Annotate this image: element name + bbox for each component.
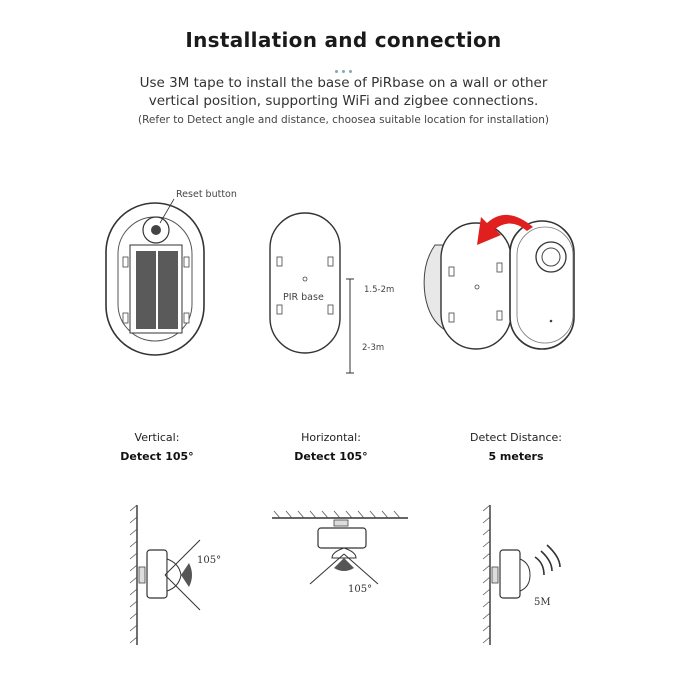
vertical-angle-label: 105° bbox=[197, 555, 222, 566]
distance-value-label: 5M bbox=[534, 597, 551, 608]
horizontal-mode-value: Detect 105° bbox=[294, 450, 368, 463]
vertical-mode-value: Detect 105° bbox=[120, 450, 194, 463]
horizontal-angle-label: 105° bbox=[348, 584, 373, 595]
intro-text-line-1: Use 3M tape to install the base of PiRbase on a wall or other bbox=[139, 75, 548, 91]
distance-mode-label: Detect Distance: bbox=[470, 431, 562, 444]
horizontal-mount-diagram bbox=[270, 510, 410, 600]
page-title: Installation and connection bbox=[185, 28, 502, 52]
battery-right-icon bbox=[158, 251, 178, 329]
reset-button-label: Reset button bbox=[176, 189, 237, 200]
device-back-diagram bbox=[100, 185, 260, 365]
height-upper-label: 1.5-2m bbox=[364, 285, 395, 295]
vertical-mount-diagram bbox=[125, 505, 235, 650]
battery-left-icon bbox=[136, 251, 156, 329]
horizontal-mode-label: Horizontal: bbox=[301, 431, 361, 444]
intro-note: (Refer to Detect angle and distance, choosea suitable location for installation) bbox=[138, 114, 549, 126]
height-lower-label: 2-3m bbox=[362, 343, 385, 353]
mounting-diagram bbox=[415, 205, 590, 355]
pir-base-label: PIR base bbox=[283, 292, 324, 303]
intro-text-line-2: vertical position, supporting WiFi and zigbee connections. bbox=[148, 93, 539, 109]
distance-mode-value: 5 meters bbox=[488, 450, 544, 463]
distance-diagram bbox=[478, 505, 588, 650]
vertical-mode-label: Vertical: bbox=[134, 431, 180, 444]
